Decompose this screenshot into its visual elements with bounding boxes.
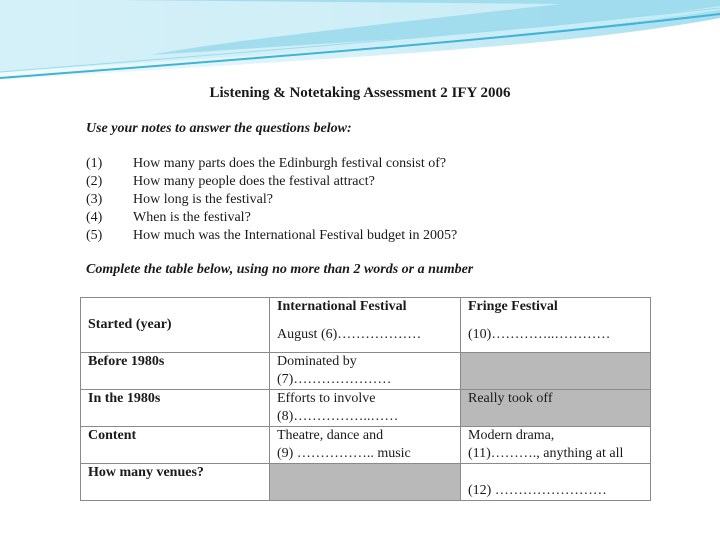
cell-text: Theatre, dance and (277, 428, 384, 443)
international-cell (270, 427, 461, 464)
blank-11: (11)………., anything at all (468, 446, 624, 461)
question-number: (1) (86, 156, 103, 171)
festival-table (80, 297, 651, 501)
row-label-cell (81, 298, 270, 353)
row-label: In the 1980s (88, 391, 161, 406)
row-label-cell (81, 390, 270, 427)
row-label-cell (81, 353, 270, 390)
fringe-cell (461, 427, 651, 464)
questions-instruction: Use your notes to answer the questions below: (86, 121, 352, 136)
blank-12: (12) …………………… (468, 483, 607, 498)
fringe-cell (461, 298, 651, 353)
row-label: Content (88, 428, 137, 443)
international-cell (270, 390, 461, 427)
column-header-international: International Festival (277, 299, 407, 314)
cell-text: Really took off (468, 391, 553, 406)
fringe-cell (461, 390, 651, 427)
question-number: (5) (86, 228, 103, 243)
row-label-cell (81, 427, 270, 464)
question-text: How long is the festival? (133, 192, 273, 207)
row-label: How many venues? (88, 465, 204, 480)
table-row (81, 464, 651, 501)
cell-text: Efforts to involve (277, 391, 376, 406)
question-number: (4) (86, 210, 103, 225)
decorative-swoosh-banner (0, 0, 720, 90)
question-text: How many people does the festival attract? (133, 174, 375, 189)
international-cell (270, 353, 461, 390)
row-label: Started (year) (88, 317, 172, 332)
international-cell (270, 298, 461, 353)
column-header-fringe: Fringe Festival (468, 299, 558, 314)
table-row (81, 353, 651, 390)
row-label-cell (81, 464, 270, 501)
blank-8: (8)……………..…… (277, 409, 399, 424)
cell-text: Dominated by (277, 354, 357, 369)
question-text: When is the festival? (133, 210, 251, 225)
blank-10: (10)…………..………… (468, 327, 611, 342)
shaded-cell (270, 464, 461, 501)
blank-9: (9) …………….. music (277, 446, 411, 461)
question-text: How many parts does the Edinburgh festival consist of? (133, 156, 447, 171)
question-number: (2) (86, 174, 103, 189)
question-text: How much was the International Festival budget in 2005? (133, 228, 458, 243)
row-label: Before 1980s (88, 354, 165, 369)
fringe-cell (461, 464, 651, 501)
table-row (81, 298, 651, 353)
page-title: Listening & Notetaking Assessment 2 IFY 2006 (209, 85, 511, 101)
blank-6: August (6)……………… (277, 327, 422, 342)
table-instruction: Complete the table below, using no more than 2 words or a number (86, 262, 474, 277)
shaded-cell (461, 353, 651, 390)
table-row (81, 427, 651, 464)
cell-text: Modern drama, (468, 428, 555, 443)
table-row (81, 390, 651, 427)
blank-7: (7)………………… (277, 372, 392, 387)
question-number: (3) (86, 192, 103, 207)
